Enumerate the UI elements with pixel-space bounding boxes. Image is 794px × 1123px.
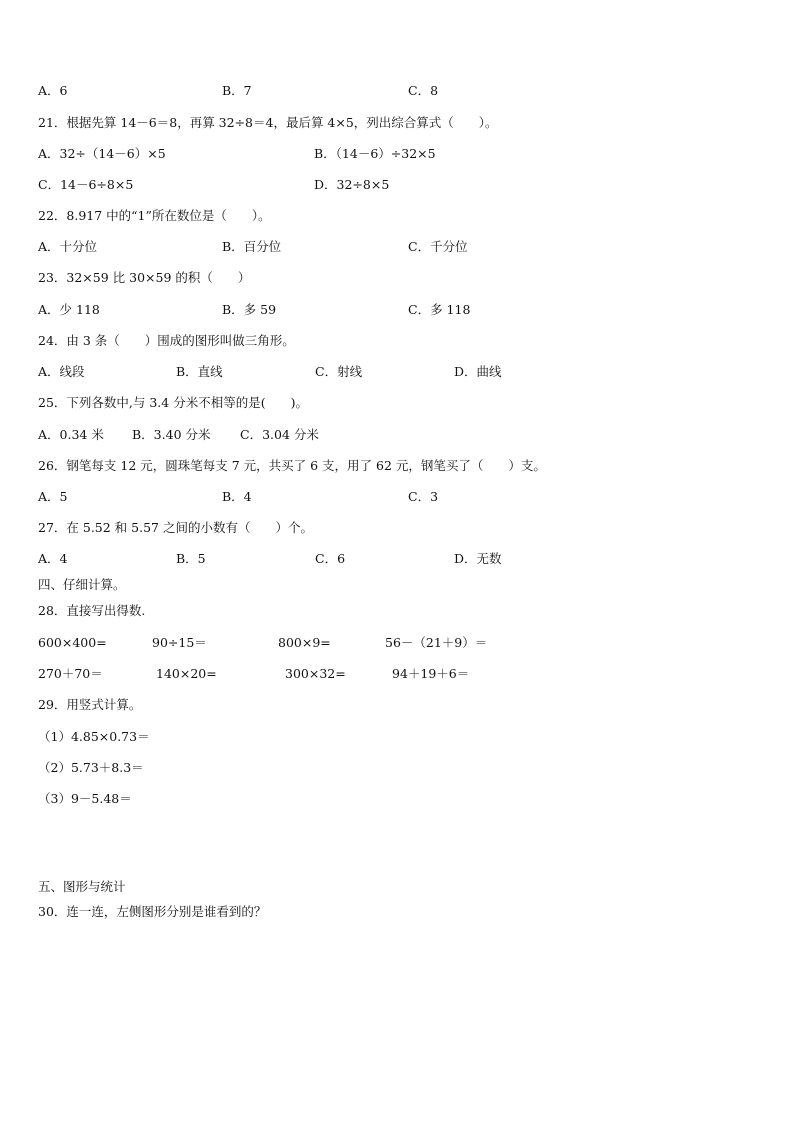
question-22-stem: 22．8.917 中的“1”所在数位是（ ）。: [38, 208, 271, 223]
option-b: B．直线: [176, 364, 223, 379]
option-b: B．多 59: [222, 302, 277, 317]
option-d: D．32÷8×5: [314, 177, 390, 192]
option-c: C．多 118: [408, 302, 471, 317]
option-b: B．3.40 分米: [132, 427, 211, 442]
option-c: C．8: [408, 83, 439, 98]
option-c: C．14－6÷8×5: [38, 177, 134, 192]
question-26-stem: 26．钢笔每支 12 元，圆珠笔每支 7 元，共买了 6 支，用了 62 元，钢笔买了（ ）支。: [38, 458, 546, 473]
question-24-stem: 24．由 3 条（ ）围成的图形叫做三角形。: [38, 333, 295, 348]
question-21-stem: 21．根据先算 14－6＝8，再算 32÷8＝4，最后算 4×5，列出综合算式（ ）。: [38, 115, 498, 130]
option-c: C．3: [408, 489, 439, 504]
option-a: A．6: [38, 83, 68, 98]
option-c: C．3.04 分米: [240, 427, 319, 442]
question-25-stem: 25．下列各数中,与 3.4 分米不相等的是( )。: [38, 395, 308, 410]
option-a: A．4: [38, 551, 68, 566]
question-29-stem: 29．用竖式计算。: [38, 697, 142, 712]
question-28-stem: 28．直接写出得数.: [38, 603, 146, 618]
option-b: B．7: [222, 83, 252, 98]
calc-item: 300×32=: [285, 666, 346, 681]
option-d: D．无数: [454, 551, 502, 566]
option-a: A．少 118: [38, 302, 100, 317]
option-b: B．（14－6）÷32×5: [314, 146, 436, 161]
option-c: C．千分位: [408, 239, 468, 254]
option-b: B．4: [222, 489, 252, 504]
option-a: A．32÷（14－6）×5: [38, 146, 166, 161]
question-23-stem: 23．32×59 比 30×59 的积（ ）: [38, 270, 251, 285]
section-heading: 五、图形与统计: [38, 879, 126, 894]
calc-item: 270＋70＝: [38, 666, 103, 681]
calc-item: （1）4.85×0.73＝: [38, 729, 150, 744]
question-30-stem: 30．连一连，左侧图形分别是谁看到的？: [38, 904, 267, 919]
section-heading: 四、仔细计算。: [38, 577, 126, 592]
option-b: B．5: [176, 551, 206, 566]
calc-item: （3）9－5.48＝: [38, 791, 132, 806]
calc-item: 140×20=: [156, 666, 217, 681]
option-a: A．十分位: [38, 239, 98, 254]
calc-item: 90÷15＝: [152, 635, 207, 650]
calc-item: 94＋19＋6＝: [392, 666, 470, 681]
calc-item: 800×9=: [278, 635, 331, 650]
calc-item: （2）5.73＋8.3＝: [38, 760, 144, 775]
option-b: B．百分位: [222, 239, 282, 254]
option-c: C．6: [315, 551, 346, 566]
question-27-stem: 27．在 5.52 和 5.57 之间的小数有（ ）个。: [38, 520, 313, 535]
option-a: A．线段: [38, 364, 85, 379]
calc-item: 56－（21＋9）＝: [385, 635, 488, 650]
option-c: C．射线: [315, 364, 363, 379]
calc-item: 600×400=: [38, 635, 107, 650]
option-a: A．5: [38, 489, 68, 504]
option-a: A．0.34 米: [38, 427, 104, 442]
option-d: D．曲线: [454, 364, 502, 379]
